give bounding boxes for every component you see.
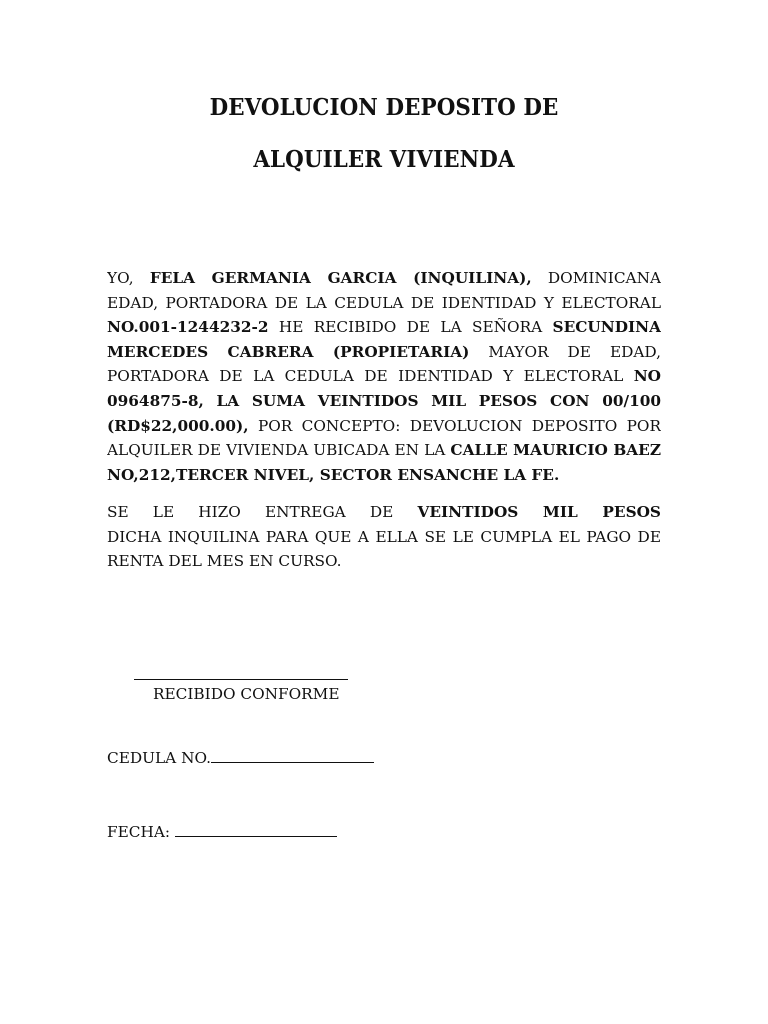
text-line <box>107 549 661 574</box>
document-title-line-1: DEVOLUCION DEPOSITO DE <box>209 94 559 121</box>
text: DOMINICANA <box>547 269 661 287</box>
text: POR CONCEPTO: DEVOLUCION DEPOSITO POR <box>248 416 661 435</box>
cedula-field <box>107 748 374 767</box>
text-line <box>107 525 661 550</box>
text: PORTADORA DE LA CEDULA DE IDENTIDAD Y ELECTORAL <box>107 367 634 386</box>
bold-text: MERCEDES CABRERA (PROPIETARIA) <box>107 342 470 361</box>
cedula-blank-line <box>211 748 374 763</box>
text-line <box>107 315 661 340</box>
text: SE LE HIZO ENTREGA DE <box>107 503 418 521</box>
receipt-paragraph <box>107 266 661 487</box>
fecha-field <box>107 822 337 841</box>
text-line <box>107 364 661 389</box>
text-line <box>107 340 661 365</box>
bold-text: NO,212,TERCER NIVEL, SECTOR ENSANCHE LA FE. <box>107 465 560 484</box>
text: DICHA INQUILINA PARA QUE A ELLA SE LE CUMPLA EL PAGO DE <box>107 527 661 546</box>
text-line <box>107 438 661 463</box>
text-line <box>107 463 661 488</box>
text-line <box>107 266 661 291</box>
text-line <box>107 291 661 316</box>
text: ALQUILER DE VIVIENDA UBICADA EN LA <box>107 441 451 460</box>
fecha-label: FECHA: <box>107 823 175 841</box>
bold-text: NO <box>633 367 661 386</box>
signature-line <box>134 679 348 680</box>
delivery-paragraph <box>107 500 661 574</box>
bold-text: (RD$22,000.00), <box>107 416 249 435</box>
bold-text: 0964875-8, LA SUMA VEINTIDOS MIL PESOS CON 00/100 <box>107 391 661 410</box>
bold-text: VEINTIDOS MIL PESOS <box>417 503 661 521</box>
bold-text: FELA GERMANIA GARCIA (INQUILINA), <box>149 269 532 287</box>
text: RENTA DEL MES EN CURSO. <box>107 552 342 571</box>
signature-label: RECIBIDO CONFORME <box>153 685 340 703</box>
bold-text: NO.001-1244232-2 <box>107 318 269 337</box>
text: EDAD, PORTADORA DE LA CEDULA DE IDENTIDAD Y ELECTORAL <box>107 293 661 312</box>
text: HE RECIBIDO DE LA SEÑORA <box>268 318 553 337</box>
bold-text: CALLE MAURICIO BAEZ <box>450 441 661 460</box>
text: MAYOR DE EDAD, <box>488 342 661 361</box>
document-title-line-2: ALQUILER VIVIENDA <box>253 146 515 173</box>
fecha-blank-line <box>175 822 337 837</box>
text-line <box>107 389 661 414</box>
text-line <box>107 414 661 439</box>
cedula-label: CEDULA NO. <box>107 749 211 767</box>
bold-text: SECUNDINA <box>552 318 661 337</box>
text-line <box>107 500 661 525</box>
text: YO, <box>107 269 150 287</box>
